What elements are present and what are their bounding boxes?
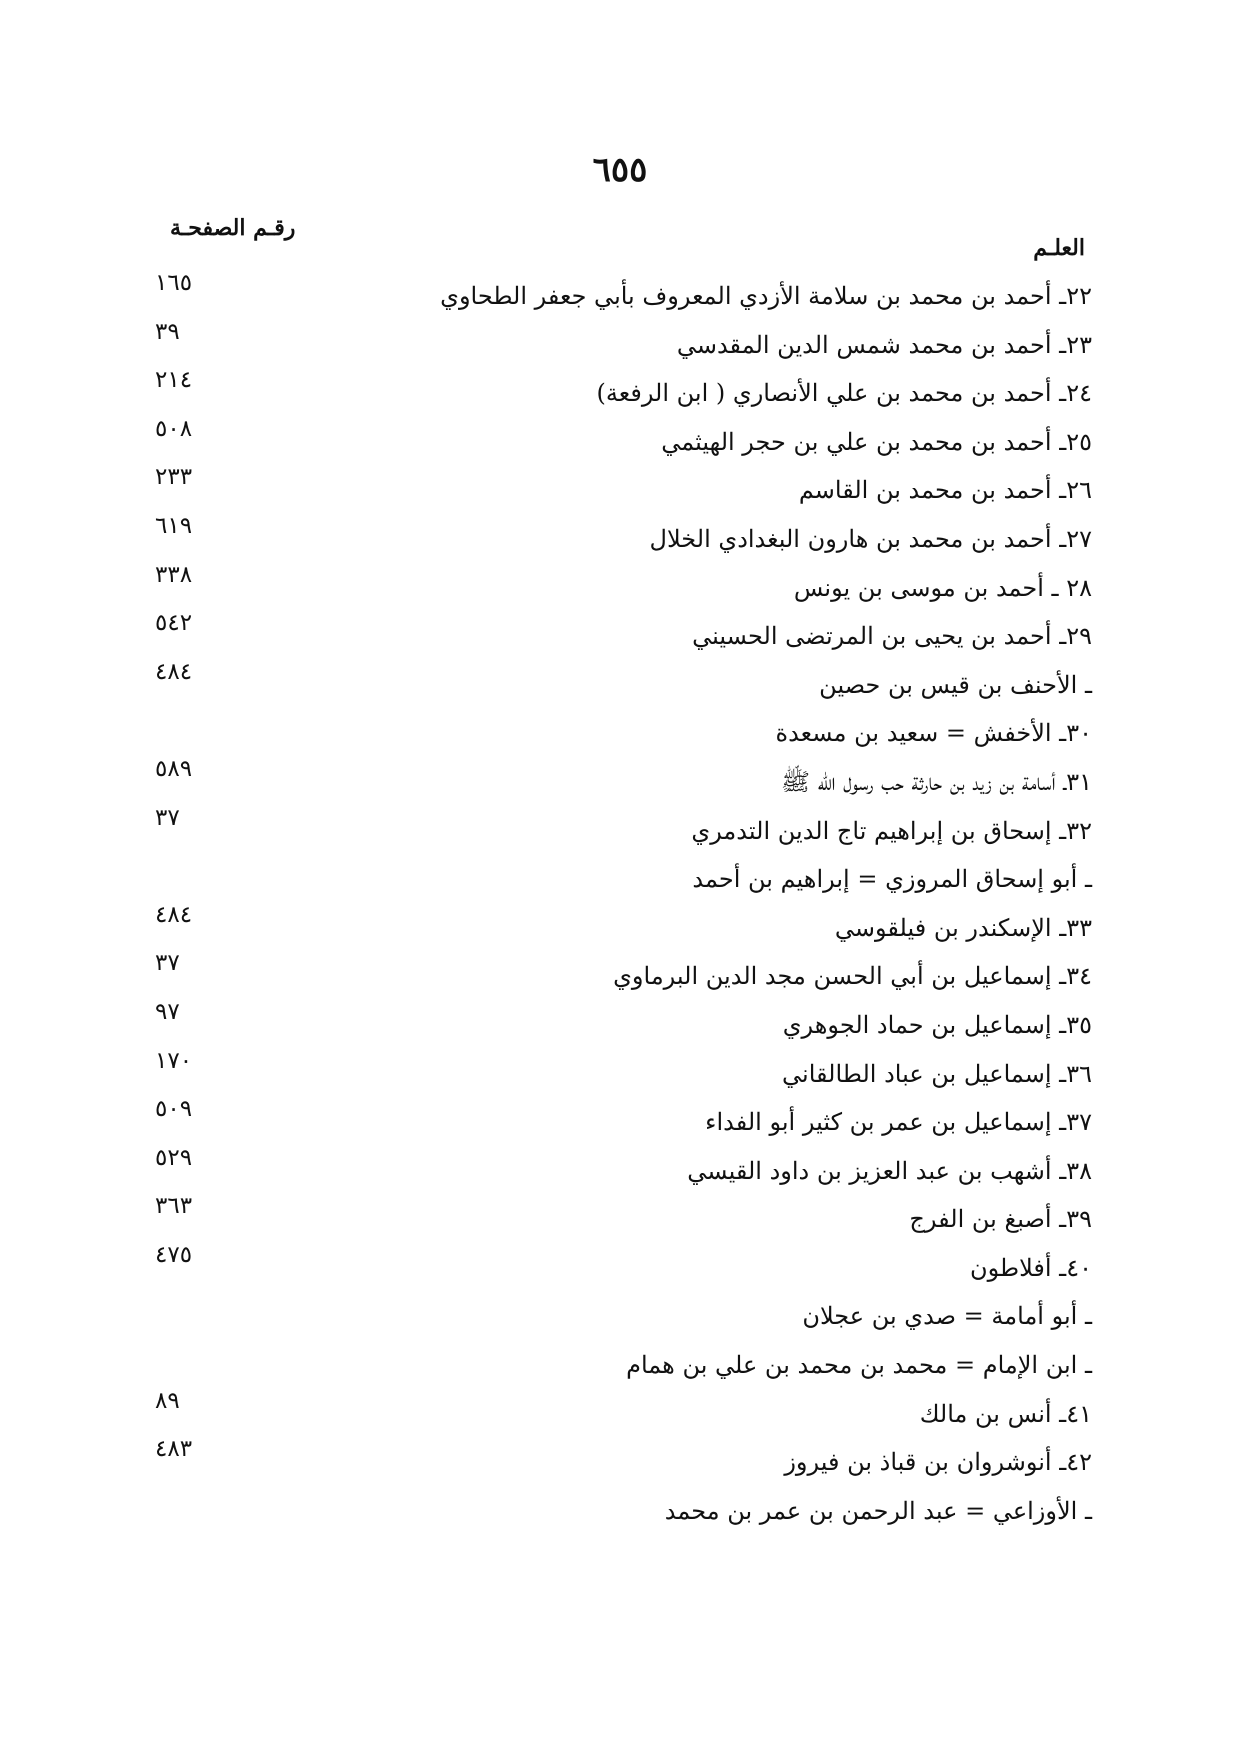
entry-name: ٢٩ـ أحمد بن يحيى بن المرتضى الحسيني xyxy=(692,622,1092,651)
index-entry xyxy=(0,1493,1240,1542)
entry-name: ٣٣ـ الإسكندر بن فيلقوسي xyxy=(834,913,1092,942)
index-entry xyxy=(0,1241,1240,1299)
entry-name: ٤٢ـ أنوشروان بن قباذ بن فيروز xyxy=(784,1448,1092,1477)
entry-page-number: ٣٩ xyxy=(155,318,180,345)
entry-name: ٣٧ـ إسماعيل بن عمر بن كثير أبو الفداء xyxy=(705,1108,1092,1137)
entry-name: ٣٢ـ إسحاق بن إبراهيم تاج الدين التدمري xyxy=(691,816,1092,845)
entry-name: ٢٤ـ أحمد بن محمد بن علي الأنصاري ( ابن الرفعة) xyxy=(596,379,1092,408)
entry-name: ٣٨ـ أشهب بن عبد العزيز بن داود القيسي xyxy=(687,1156,1092,1185)
entry-name: ٣٦ـ إسماعيل بن عباد الطالقاني xyxy=(782,1059,1092,1088)
entry-name: ٣١ـ أسامة بن زيد بن حارثة حب رسول الله ﷺ xyxy=(781,767,1092,796)
index-entry-list xyxy=(0,270,1240,1541)
entry-page-number: ٦١٩ xyxy=(155,512,193,539)
entry-name: ـ أبو إسحاق المروزي = إبراهيم بن أحمد xyxy=(692,865,1092,894)
entry-page-number: ١٧٠ xyxy=(155,1047,193,1074)
entry-page-number: ٤٧٥ xyxy=(155,1241,193,1268)
entry-name: ٢٢ـ أحمد بن محمد بن سلامة الأزدي المعروف بأبي جعفر الطحاوي xyxy=(440,282,1092,310)
entry-name: ٣٤ـ إسماعيل بن أبي الحسن مجد الدين البرماوي xyxy=(613,962,1092,991)
entry-page-number: ١٦٥ xyxy=(155,270,193,296)
entry-page-number: ٤٨٤ xyxy=(155,658,193,685)
index-entry xyxy=(0,658,1240,716)
index-entry xyxy=(0,1436,1240,1493)
entry-name: ٣٠ـ الأخفش = سعيد بن مسعدة xyxy=(775,719,1092,748)
entry-page-number: ٢١٤ xyxy=(155,367,193,394)
index-entry xyxy=(0,1298,1240,1347)
entry-page-number: ٥٠٨ xyxy=(155,415,193,442)
entry-name: ـ الأوزاعي = عبد الرحمن بن عمر بن محمد xyxy=(664,1496,1092,1525)
entry-page-number: ٥٠٩ xyxy=(155,1096,193,1123)
entry-name: ـ ابن الإمام = محمد بن محمد بن علي بن همام xyxy=(626,1351,1092,1380)
page-number: ٦٥٥ xyxy=(592,150,648,190)
entry-name: ٤١ـ أنس بن مالك xyxy=(919,1399,1092,1428)
entry-page-number: ٩٧ xyxy=(155,998,180,1025)
index-entry xyxy=(0,804,1240,862)
entry-page-number: ٣٦٣ xyxy=(155,1193,193,1220)
entry-name: ٢٧ـ أحمد بن محمد بن هارون البغدادي الخلال xyxy=(649,524,1092,553)
entry-name: ٢٥ـ أحمد بن محمد بن علي بن حجر الهيثمي xyxy=(661,427,1092,456)
entry-name: ٣٩ـ أصبغ بن الفرج xyxy=(909,1205,1092,1234)
entry-page-number: ٨٩ xyxy=(155,1387,180,1414)
entry-name: ٢٣ـ أحمد بن محمد شمس الدين المقدسي xyxy=(676,330,1092,359)
entry-name: ٢٦ـ أحمد بن محمد بن القاسم xyxy=(798,476,1092,505)
entry-page-number: ٥٤٢ xyxy=(155,610,193,637)
entry-page-number: ٥٨٩ xyxy=(155,755,193,782)
page-column-header: رقـم الصفحـة xyxy=(170,215,296,241)
entry-page-number: ٤٨٣ xyxy=(155,1436,193,1463)
entry-page-number: ٥٢٩ xyxy=(155,1144,193,1171)
entry-name: ـ الأحنف بن قيس بن حصين xyxy=(819,670,1092,699)
entry-page-number: ٣٣٨ xyxy=(155,561,193,588)
name-column-header: العلـم xyxy=(1033,235,1085,261)
entry-page-number: ٤٨٤ xyxy=(155,901,193,928)
entry-name: ٣٥ـ إسماعيل بن حماد الجوهري xyxy=(782,1010,1092,1039)
entry-page-number: ٢٣٣ xyxy=(155,464,193,491)
entry-page-number: ٣٧ xyxy=(155,804,180,831)
entry-name: ـ أبو أمامة = صدي بن عجلان xyxy=(802,1302,1092,1331)
entry-name: ٢٨ ـ أحمد بن موسى بن يونس xyxy=(793,573,1092,602)
entry-page-number: ٣٧ xyxy=(155,950,180,977)
entry-name: ٤٠ـ أفلاطون xyxy=(969,1253,1092,1282)
